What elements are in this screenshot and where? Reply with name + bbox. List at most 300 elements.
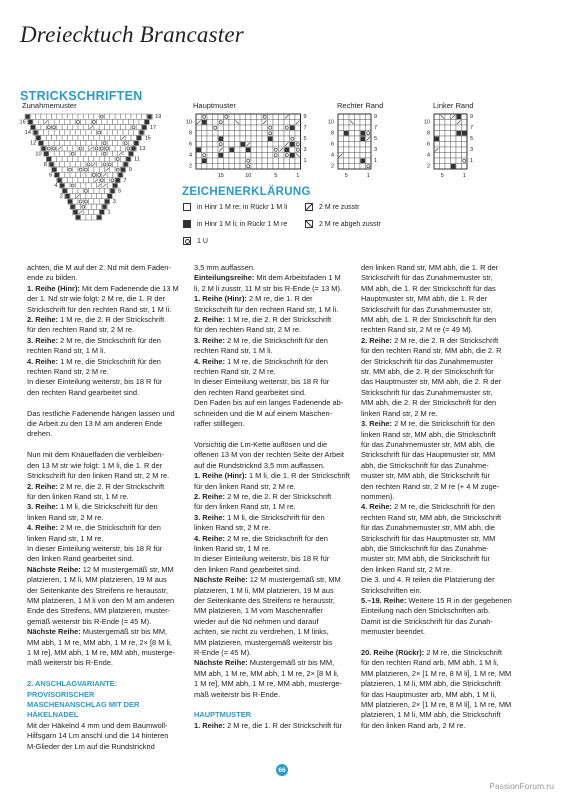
chart-cell: [251, 158, 257, 164]
purl-cell: [52, 168, 56, 172]
chart-cell: [73, 167, 78, 172]
chart-cell: [112, 151, 117, 156]
row-number: 9: [470, 114, 474, 121]
chart-cell: [59, 151, 64, 156]
text-line: den 13 M str wie folgt: 1 M li, die 1. R der: [27, 460, 163, 470]
chart-cell: [279, 125, 285, 131]
text-line: linken Rand str, 2 M re.: [27, 512, 104, 522]
chart-cell: [257, 147, 263, 153]
chart-cell: [360, 125, 366, 131]
purl-cell: [129, 152, 133, 156]
chart-cell: [445, 120, 451, 126]
row-number: 4: [54, 183, 58, 190]
chart-cell: [355, 136, 361, 142]
chart-cell: [89, 135, 94, 140]
chart-cell: [440, 164, 446, 170]
chart-cell: [262, 125, 268, 131]
row-number: 4: [188, 152, 192, 159]
chart-cell: [284, 125, 290, 131]
chart-cell: [59, 172, 64, 177]
linker-rand-chart: [418, 108, 498, 180]
chart-cell: [284, 131, 290, 137]
purl-cell: [65, 194, 69, 198]
chart-cell: [115, 156, 120, 161]
chart-cell: [338, 158, 344, 164]
chart-cell: [262, 136, 268, 142]
text-line: MASCHENANSCHLAG MIT DER HÄKELNADEL: [27, 700, 140, 720]
chart-cell: [97, 130, 102, 135]
chart-cell: [49, 151, 54, 156]
chart-cell: [366, 114, 372, 120]
chart-cell: [78, 125, 83, 130]
text-line: rechten Rand str, 2 M re.: [194, 367, 276, 377]
chart-cell: [257, 114, 263, 120]
text-line: 4. Reihe: 1 M re, die Strickschrift für den: [27, 356, 161, 366]
text-line: wieder auf die Nd nehmen und darauf: [194, 616, 319, 626]
chart-cell: [246, 164, 252, 170]
chart-cell: [75, 172, 80, 177]
chart-cell: [445, 131, 451, 137]
chart-cell: [81, 204, 86, 209]
chart-cell: [262, 153, 268, 159]
chart-cell: [75, 162, 80, 167]
chart-cell: [462, 142, 468, 148]
chart-cell: [246, 136, 252, 142]
chart-cell: [62, 135, 67, 140]
chart-cell: [67, 135, 72, 140]
chart-cell: [213, 147, 219, 153]
row-number: 7: [374, 125, 378, 132]
chart-cell: [78, 199, 83, 204]
chart-cell: [268, 164, 274, 170]
chart-cell: [126, 146, 131, 151]
chart-cell: [134, 130, 139, 135]
chart-cell: [218, 164, 224, 170]
chart-cell: [207, 147, 213, 153]
purl-cell: [451, 164, 456, 169]
chart-cell: [257, 125, 263, 131]
chart-cell: [73, 199, 78, 204]
purl-cell: [290, 142, 295, 147]
text-line: Hauptmuster str, MM abh, die 1. R der: [361, 294, 488, 304]
chart-cell: [434, 120, 440, 126]
text-line: platzieren, 1 M li, MM platzieren, 19 M aus: [194, 585, 334, 595]
text-line: den rechten Rand str, 2 M re (+ 4 M zuge-: [361, 481, 500, 491]
text-line: achten, sie nicht zu verdrehen, 1 M links,: [194, 627, 329, 637]
chart-cell: [268, 147, 274, 153]
chart-cell: [99, 114, 104, 119]
chart-cell: [102, 119, 107, 124]
text-line: Nächste Reihe: 12 M mustergemäß str, MM: [194, 575, 341, 585]
chart-cell: [262, 158, 268, 164]
chart-cell: [196, 136, 202, 142]
chart-cell: [229, 120, 235, 126]
chart-cell: [257, 136, 263, 142]
chart-cell: [440, 136, 446, 142]
text-line: den rechten Rand gearbeitet sind.: [194, 387, 307, 397]
text-line: rechten Rand str, MM abh, die Strickschrift: [361, 512, 502, 522]
chart-cell: [451, 147, 457, 153]
chart-cell: [295, 125, 301, 131]
chart-cell: [83, 156, 88, 161]
chart-cell: [451, 136, 457, 142]
chart-cell: [139, 119, 144, 124]
chart-cell: [240, 136, 246, 142]
chart-cell: [54, 141, 59, 146]
text-line: 4. Reihe: 2 M re, die Strickschrift für den: [27, 523, 161, 533]
chart-cell: [107, 172, 112, 177]
chart-cell: [94, 146, 99, 151]
chart-cell: [110, 125, 115, 130]
chart-cell: [440, 153, 446, 159]
chart-cell: [344, 158, 350, 164]
chart-cell: [295, 131, 301, 137]
chart-cell: [268, 125, 274, 131]
text-line: HAUPTMUSTER: [194, 710, 252, 720]
chart-cell: [344, 147, 350, 153]
chart-cell: [440, 125, 446, 131]
text-line: 1. Reihe (Hinr): 2 M re, die 1. R der: [194, 294, 313, 304]
chart-cell: [91, 172, 96, 177]
text-line: Strickschrift für das Zunahmemuster str,: [361, 273, 493, 283]
chart-cell: [94, 114, 99, 119]
chart-cell: [235, 147, 241, 153]
purl-cell: [344, 131, 349, 136]
text-line: den linken Rand str, 2 M re.: [361, 564, 452, 574]
chart-cell: [279, 164, 285, 170]
row-number: 12: [30, 140, 37, 147]
chart-cell: [235, 164, 241, 170]
text-line: MM platzieren, 2× [1 M re, 8 M li], 1 M re, MM: [361, 668, 512, 678]
chart-cell: [257, 120, 263, 126]
chart-cell: [81, 194, 86, 199]
chart-cell: [86, 194, 91, 199]
text-line: 5.–19. Reihe: Weitere 15 R in der gegebenen: [361, 596, 512, 605]
chart-cell: [110, 178, 115, 183]
chart-cell: [268, 153, 274, 159]
chart-cell: [91, 194, 96, 199]
chart-cell: [207, 114, 213, 120]
text-line: str, MM abh, die 2. R der Strickschrift für: [361, 367, 494, 377]
purl-cell: [116, 178, 120, 182]
chart-cell: [41, 135, 46, 140]
chart-cell: [65, 119, 70, 124]
chart-cell: [91, 151, 96, 156]
text-line: MM abh, 1 M re, MM abh, 1 M re, 2× [8 M li,: [194, 668, 339, 678]
text-line: 2. Reihe: 2 M re, die 2. R der Strickschrift: [27, 481, 165, 491]
chart-cell: [81, 215, 86, 220]
purl-cell: [139, 130, 143, 134]
chart-cell: [86, 151, 91, 156]
text-line: MM abh, die 1. R der Strickschrift für den: [361, 315, 497, 325]
chart-cell: [462, 136, 468, 142]
chart-cell: [52, 135, 57, 140]
purl-cell: [73, 210, 77, 214]
chart-cell: [94, 125, 99, 130]
chart-cell: [349, 125, 355, 131]
chart-cell: [213, 158, 219, 164]
chart-cell: [67, 178, 72, 183]
text-line: der 1. Nd str wie folgt: 2 M re, die 1. R der: [27, 294, 166, 304]
chart-cell: [366, 125, 372, 131]
chart-cell: [235, 114, 241, 120]
chart-cell: [99, 167, 104, 172]
chart-cell: [207, 125, 213, 131]
chart-cell: [268, 142, 274, 148]
chart-cell: [126, 125, 131, 130]
text-line: der Strickschrift für das Zunahmemuster: [361, 356, 494, 366]
chart-cell: [89, 156, 94, 161]
chart-cell: [273, 125, 279, 131]
chart-cell: [52, 156, 57, 161]
purl-cell: [118, 173, 122, 177]
text-line: für den linken Rand str, 1 M re.: [27, 491, 129, 501]
chart-cell: [86, 204, 91, 209]
chart-cell: [131, 135, 136, 140]
text-line: 2. Reihe: 2 M re, die 2. R der Strickschrift: [361, 335, 499, 345]
text-line: die Arbeit zu den 13 M am anderen Ende: [27, 419, 163, 429]
chart-cell: [284, 136, 290, 142]
row-number: 10: [35, 151, 42, 158]
chart-cell: [462, 120, 468, 126]
chart-cell: [279, 120, 285, 126]
chart-cell: [360, 153, 366, 159]
row-number: 11: [134, 156, 140, 163]
chart-cell: [118, 141, 123, 146]
chart-cell: [131, 125, 136, 130]
text-line: MM platzieren, 1 M vom Maschenraffer: [194, 606, 323, 616]
text-line: Einteilungsreihe: Mit dem Arbeitsfaden 1 M: [194, 273, 341, 283]
chart-cell: [456, 158, 462, 164]
chart-cell: [251, 136, 257, 142]
chart-cell: [366, 131, 372, 137]
chart-cell: [366, 158, 372, 164]
row-number: 16: [19, 119, 26, 126]
chart-cell: [290, 114, 296, 120]
chart-cell: [67, 167, 72, 172]
row-number: 5: [303, 136, 307, 143]
chart-cell: [349, 136, 355, 142]
text-line: Ende des Streifens, MM platzieren, muster-: [27, 606, 171, 616]
chart-cell: [462, 164, 468, 170]
chart-cell: [105, 135, 110, 140]
chart-cell: [434, 142, 440, 148]
row-number: 7: [123, 177, 127, 184]
chart-cell: [131, 114, 136, 119]
chart-cell: [251, 131, 257, 137]
chart-cell: [355, 158, 361, 164]
chart-cell: [202, 142, 208, 148]
chart-cell: [240, 131, 246, 137]
chart-cell: [451, 158, 457, 164]
chart-cell: [349, 131, 355, 137]
chart-cell: [94, 199, 99, 204]
chart-cell: [94, 156, 99, 161]
chart-cell: [83, 167, 88, 172]
row-number: 7: [303, 125, 307, 132]
text-line: linken Rand str, 1 M re.: [194, 543, 271, 553]
chart-cell: [434, 164, 440, 170]
chart-cell: [89, 209, 94, 214]
row-number: 8: [330, 130, 334, 137]
chart-cell: [218, 131, 224, 137]
chart-cell: [338, 131, 344, 137]
purl-cell: [97, 215, 101, 219]
chart-cell: [338, 147, 344, 153]
chart-cell: [97, 162, 102, 167]
text-line: memuster beendet.: [361, 627, 426, 637]
purl-cell: [462, 131, 467, 136]
chart-cell: [73, 178, 78, 183]
text-line: 2. ANSCHLAGVARIANTE: PROVISORISCHER: [27, 679, 118, 699]
chart-cell: [49, 141, 54, 146]
text-line: der Seitenkante des Streifens re herausstr,: [194, 595, 335, 605]
text-line: li, 2 M li zusstr, 11 M str bis R-Ende (= 13 M).: [194, 283, 343, 293]
text-line: mäß weiterstr bis R-Ende.: [27, 658, 113, 668]
chart-cell: [262, 131, 268, 137]
chart-cell: [67, 125, 72, 130]
text-line: rechten Rand str, 1 M li.: [194, 346, 273, 356]
text-line: 4. Reihe: 1 M re, die Strickschrift für den: [194, 356, 328, 366]
chart-cell: [62, 146, 67, 151]
purl-cell: [68, 199, 72, 203]
chart-cell: [112, 162, 117, 167]
chart-cell: [295, 142, 301, 148]
chart-cell: [196, 131, 202, 137]
purl-cell: [105, 199, 109, 203]
chart-cell: [44, 141, 49, 146]
chart-cell: [344, 136, 350, 142]
row-number: 10: [327, 119, 334, 126]
chart-cell: [451, 153, 457, 159]
text-line: offenen 13 M von der rechten Seite der Arbeit: [194, 450, 344, 460]
chart-cell: [290, 136, 296, 142]
chart-cell: [54, 151, 59, 156]
chart-cell: [366, 120, 372, 126]
chart-cell: [59, 119, 64, 124]
text-line: In dieser Einteilung weiterstr, bis 18 R für: [27, 543, 163, 553]
chart-cell: [75, 151, 80, 156]
chart-cell: [41, 125, 46, 130]
text-line: für den rechten Rand str, 2 M re.: [27, 325, 135, 335]
row-number: 6: [188, 141, 192, 148]
row-number: 6: [330, 141, 334, 148]
chart-cell: [196, 158, 202, 164]
chart-cell: [99, 146, 104, 151]
chart-cell: [207, 158, 213, 164]
text-line: rechten Rand str, 2 M re.: [27, 367, 109, 377]
text-column-2: [194, 263, 352, 731]
text-line: rechten Rand str, 2 M re (= 49 M).: [361, 325, 473, 335]
chart-cell: [118, 162, 123, 167]
chart-cell: [46, 146, 51, 151]
chart-cell: [344, 125, 350, 131]
filled-box-icon: [183, 220, 191, 228]
chart-cell: [295, 164, 301, 170]
column-number: 5: [274, 173, 278, 179]
text-line: Nächste Reihe: Mustergemäß str bis MM,: [194, 658, 335, 668]
text-line: MM abh, die 1. R der Strickschrift für das: [361, 283, 496, 293]
chart-cell: [366, 164, 372, 170]
zunahmemuster-chart: [15, 110, 175, 222]
chart-cell: [462, 114, 468, 120]
row-number: 3: [303, 147, 307, 154]
chart-cell: [62, 125, 67, 130]
chart-cell: [229, 153, 235, 159]
chart-cell: [224, 131, 230, 137]
text-line: Strickschrift für den rechten Rand str, 1 M li.: [194, 304, 339, 314]
text-line: 1. Reihe: 2 M re, die 1. R der Strickschrift für: [194, 720, 342, 730]
text-line: 3. Reihe: 2 M re, die Strickschrift für den: [194, 335, 328, 345]
chart-cell: [41, 114, 46, 119]
text-line: MM abh, 1 M re, MM abh, 1 M re, 2× [8 M li,: [27, 637, 172, 647]
chart-cell: [59, 162, 64, 167]
purl-cell: [49, 162, 53, 166]
row-number: 9: [128, 167, 132, 174]
chart-cell: [445, 158, 451, 164]
chart-cell: [235, 158, 241, 164]
legend-title: ZEICHENERKLÄRUNG: [182, 186, 311, 198]
chart-cell: [67, 188, 72, 193]
chart-cell: [251, 153, 257, 159]
chart-cell: [196, 125, 202, 131]
chart-cell: [115, 114, 120, 119]
row-number: 5: [374, 136, 378, 143]
purl-cell: [219, 153, 224, 158]
chart-cell: [81, 130, 86, 135]
chart-cell: [75, 119, 80, 124]
chart-cell: [257, 142, 263, 148]
chart-cell: [355, 114, 361, 120]
chart-cell: [81, 172, 86, 177]
text-line: 3,5 mm auffassen.: [194, 263, 256, 272]
chart-cell: [349, 142, 355, 148]
chart-cell: [213, 142, 219, 148]
text-line: für das Zunahmemuster str, MM abh, die: [361, 439, 495, 449]
text-line: Strickschrift für das Zunahmemuster str,: [361, 387, 493, 397]
chart-cell: [224, 136, 230, 142]
chart-label-zunahmemuster: Zunahmemuster: [22, 101, 77, 110]
row-number: 2: [188, 163, 192, 170]
chart-cell: [38, 119, 43, 124]
chart-cell: [62, 178, 67, 183]
chart-cell: [102, 130, 107, 135]
chart-cell: [136, 125, 141, 130]
text-line: den rechten Rand gearbeitet sind.: [27, 387, 140, 397]
chart-cell: [107, 119, 112, 124]
purl-cell: [268, 137, 273, 142]
text-line: platzieren, 1 M li, MM platzieren, 19 M aus: [27, 575, 167, 585]
chart-cell: [344, 142, 350, 148]
chart-cell: [224, 114, 230, 120]
chart-cell: [136, 114, 141, 119]
chart-cell: [81, 162, 86, 167]
chart-cell: [70, 141, 75, 146]
column-number: 1: [296, 173, 300, 179]
chart-cell: [107, 130, 112, 135]
purl-cell: [219, 137, 224, 142]
chart-cell: [445, 142, 451, 148]
chart-cell: [83, 199, 88, 204]
chart-cell: [445, 164, 451, 170]
chart-cell: [134, 119, 139, 124]
chart-cell: [273, 131, 279, 137]
purl-cell: [124, 162, 128, 166]
chart-cell: [268, 158, 274, 164]
row-number: 19: [155, 114, 162, 121]
chart-cell: [70, 119, 75, 124]
chart-cell: [224, 158, 230, 164]
